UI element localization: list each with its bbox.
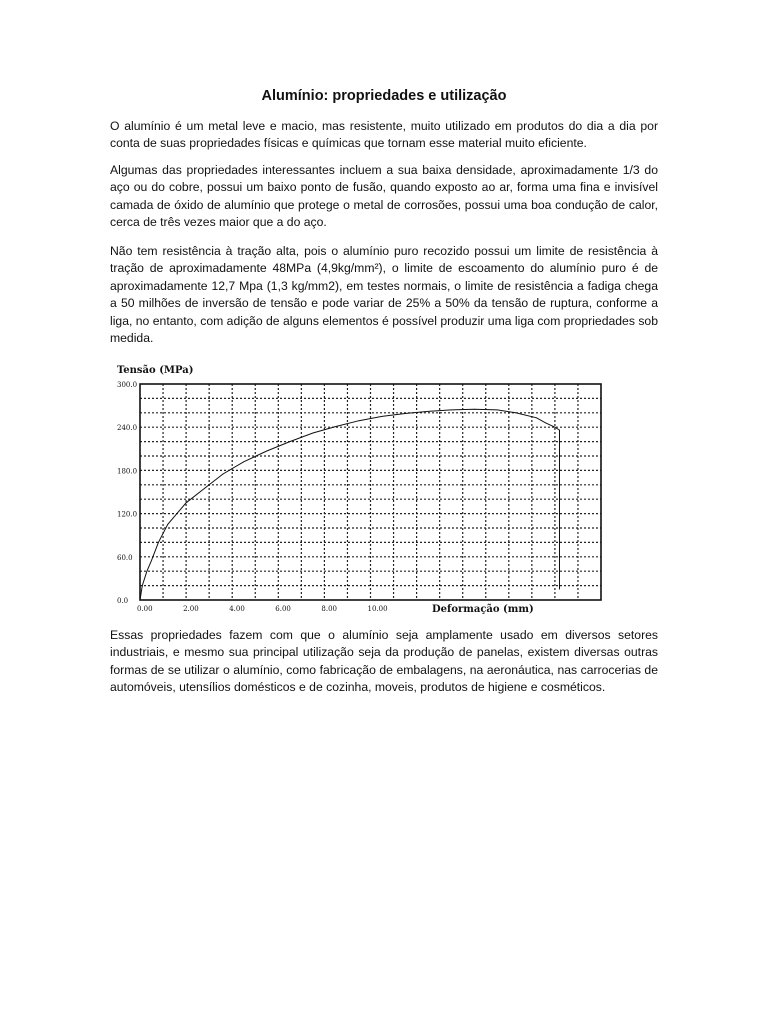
stress-strain-chart bbox=[110, 358, 658, 620]
curve-point bbox=[405, 413, 406, 414]
curve-point bbox=[559, 589, 560, 590]
curve-point bbox=[555, 427, 556, 428]
curve-point bbox=[474, 409, 475, 410]
curve-point bbox=[536, 417, 537, 418]
curve-point bbox=[428, 411, 429, 412]
x-tick-label: 0.00 bbox=[137, 605, 153, 613]
y-tick-label: 240.0 bbox=[117, 424, 138, 433]
x-tick-label: 4.00 bbox=[229, 605, 245, 613]
curve-point bbox=[336, 426, 337, 427]
curve-point bbox=[497, 410, 498, 411]
curve-point bbox=[140, 600, 141, 601]
curve-point bbox=[451, 410, 452, 411]
y-tick-label: 60.0 bbox=[117, 553, 133, 562]
y-axis-label: Tensão (MPa) bbox=[117, 365, 194, 376]
curve-point bbox=[147, 571, 148, 572]
curve-point bbox=[289, 441, 290, 442]
curve-point bbox=[204, 488, 205, 489]
curve-point bbox=[559, 430, 560, 431]
curve-point bbox=[313, 433, 314, 434]
paragraph-properties: Algumas das propriedades interessantes incluem a sua baixa densidade, aproximadamente 1/3 do aço ou do cobre, possui um baixo ponto de fusão, quando exposto ao ar, forma uma fina e invisível camada de óxido de alumínio que protege o metal de corrosões, possui uma boa condução de calor, cerca de três vezes maior que a do aço. bbox=[110, 163, 658, 230]
paragraph-applications: Essas propriedades fazem com que o alumínio seja amplamente usado em diversos setores industriais, e mesmo sua principal utilização seja da produção de panelas, existem diversas outras formas de se utilizar o alumínio, como fabricação de embalagens, na aeronáutica, nas carrocerias de automóveis, utensílios domésticos e de cozinha, moveis, produtos de higiene e cosméticos. bbox=[110, 628, 658, 695]
x-tick-label: 6.00 bbox=[275, 605, 291, 613]
curve-point bbox=[359, 420, 360, 421]
x-tick-label: 10.00 bbox=[367, 605, 388, 613]
curve-point bbox=[266, 451, 267, 452]
x-tick-label: 8.00 bbox=[321, 605, 337, 613]
x-tick-label: 2.00 bbox=[183, 605, 199, 613]
curve-point bbox=[151, 560, 152, 561]
curve-point bbox=[167, 524, 168, 525]
curve-point bbox=[545, 423, 546, 424]
paragraph-tensile-strength: Não tem resistência à tração alta, pois o alumínio puro recozido possui um limite de resistência à tração de aproximadamente 48MPa (4,9kg/mm²), o limite de escoamento do alumínio puro é de aproximadamente 12,7 Mpa (1,3 kg/mm2), em testes normais, o limite de resistência a fadiga chega a 50 milhões de inversão de tensão e pode variar de 25% a 50% da tensão de ruptura, conforme a liga, no entanto, com adição de alguns elementos é possível produzir uma liga com propriedades sob medida. bbox=[110, 244, 658, 346]
curve-point bbox=[382, 416, 383, 417]
curve-point bbox=[186, 502, 187, 503]
curve-point bbox=[243, 461, 244, 462]
y-tick-label: 180.0 bbox=[117, 467, 138, 476]
paragraph-intro: O alumínio é um metal leve e macio, mas resistente, muito utilizado em produtos do dia a dia por conta de suas propriedades físicas e químicas que tornam esse material muito eficiente. bbox=[110, 119, 658, 151]
y-tick-label: 0.0 bbox=[117, 597, 129, 605]
curve-point bbox=[158, 542, 159, 543]
curve-point bbox=[142, 585, 143, 586]
curve-point bbox=[515, 412, 516, 413]
document-title: Alumínio: propriedades e utilização bbox=[261, 88, 507, 104]
y-tick-label: 120.0 bbox=[117, 510, 138, 519]
curve-point bbox=[223, 474, 224, 475]
curve-point bbox=[177, 513, 178, 514]
x-axis-label: Deformação (mm) bbox=[432, 604, 534, 615]
y-tick-label: 300.0 bbox=[117, 381, 138, 389]
